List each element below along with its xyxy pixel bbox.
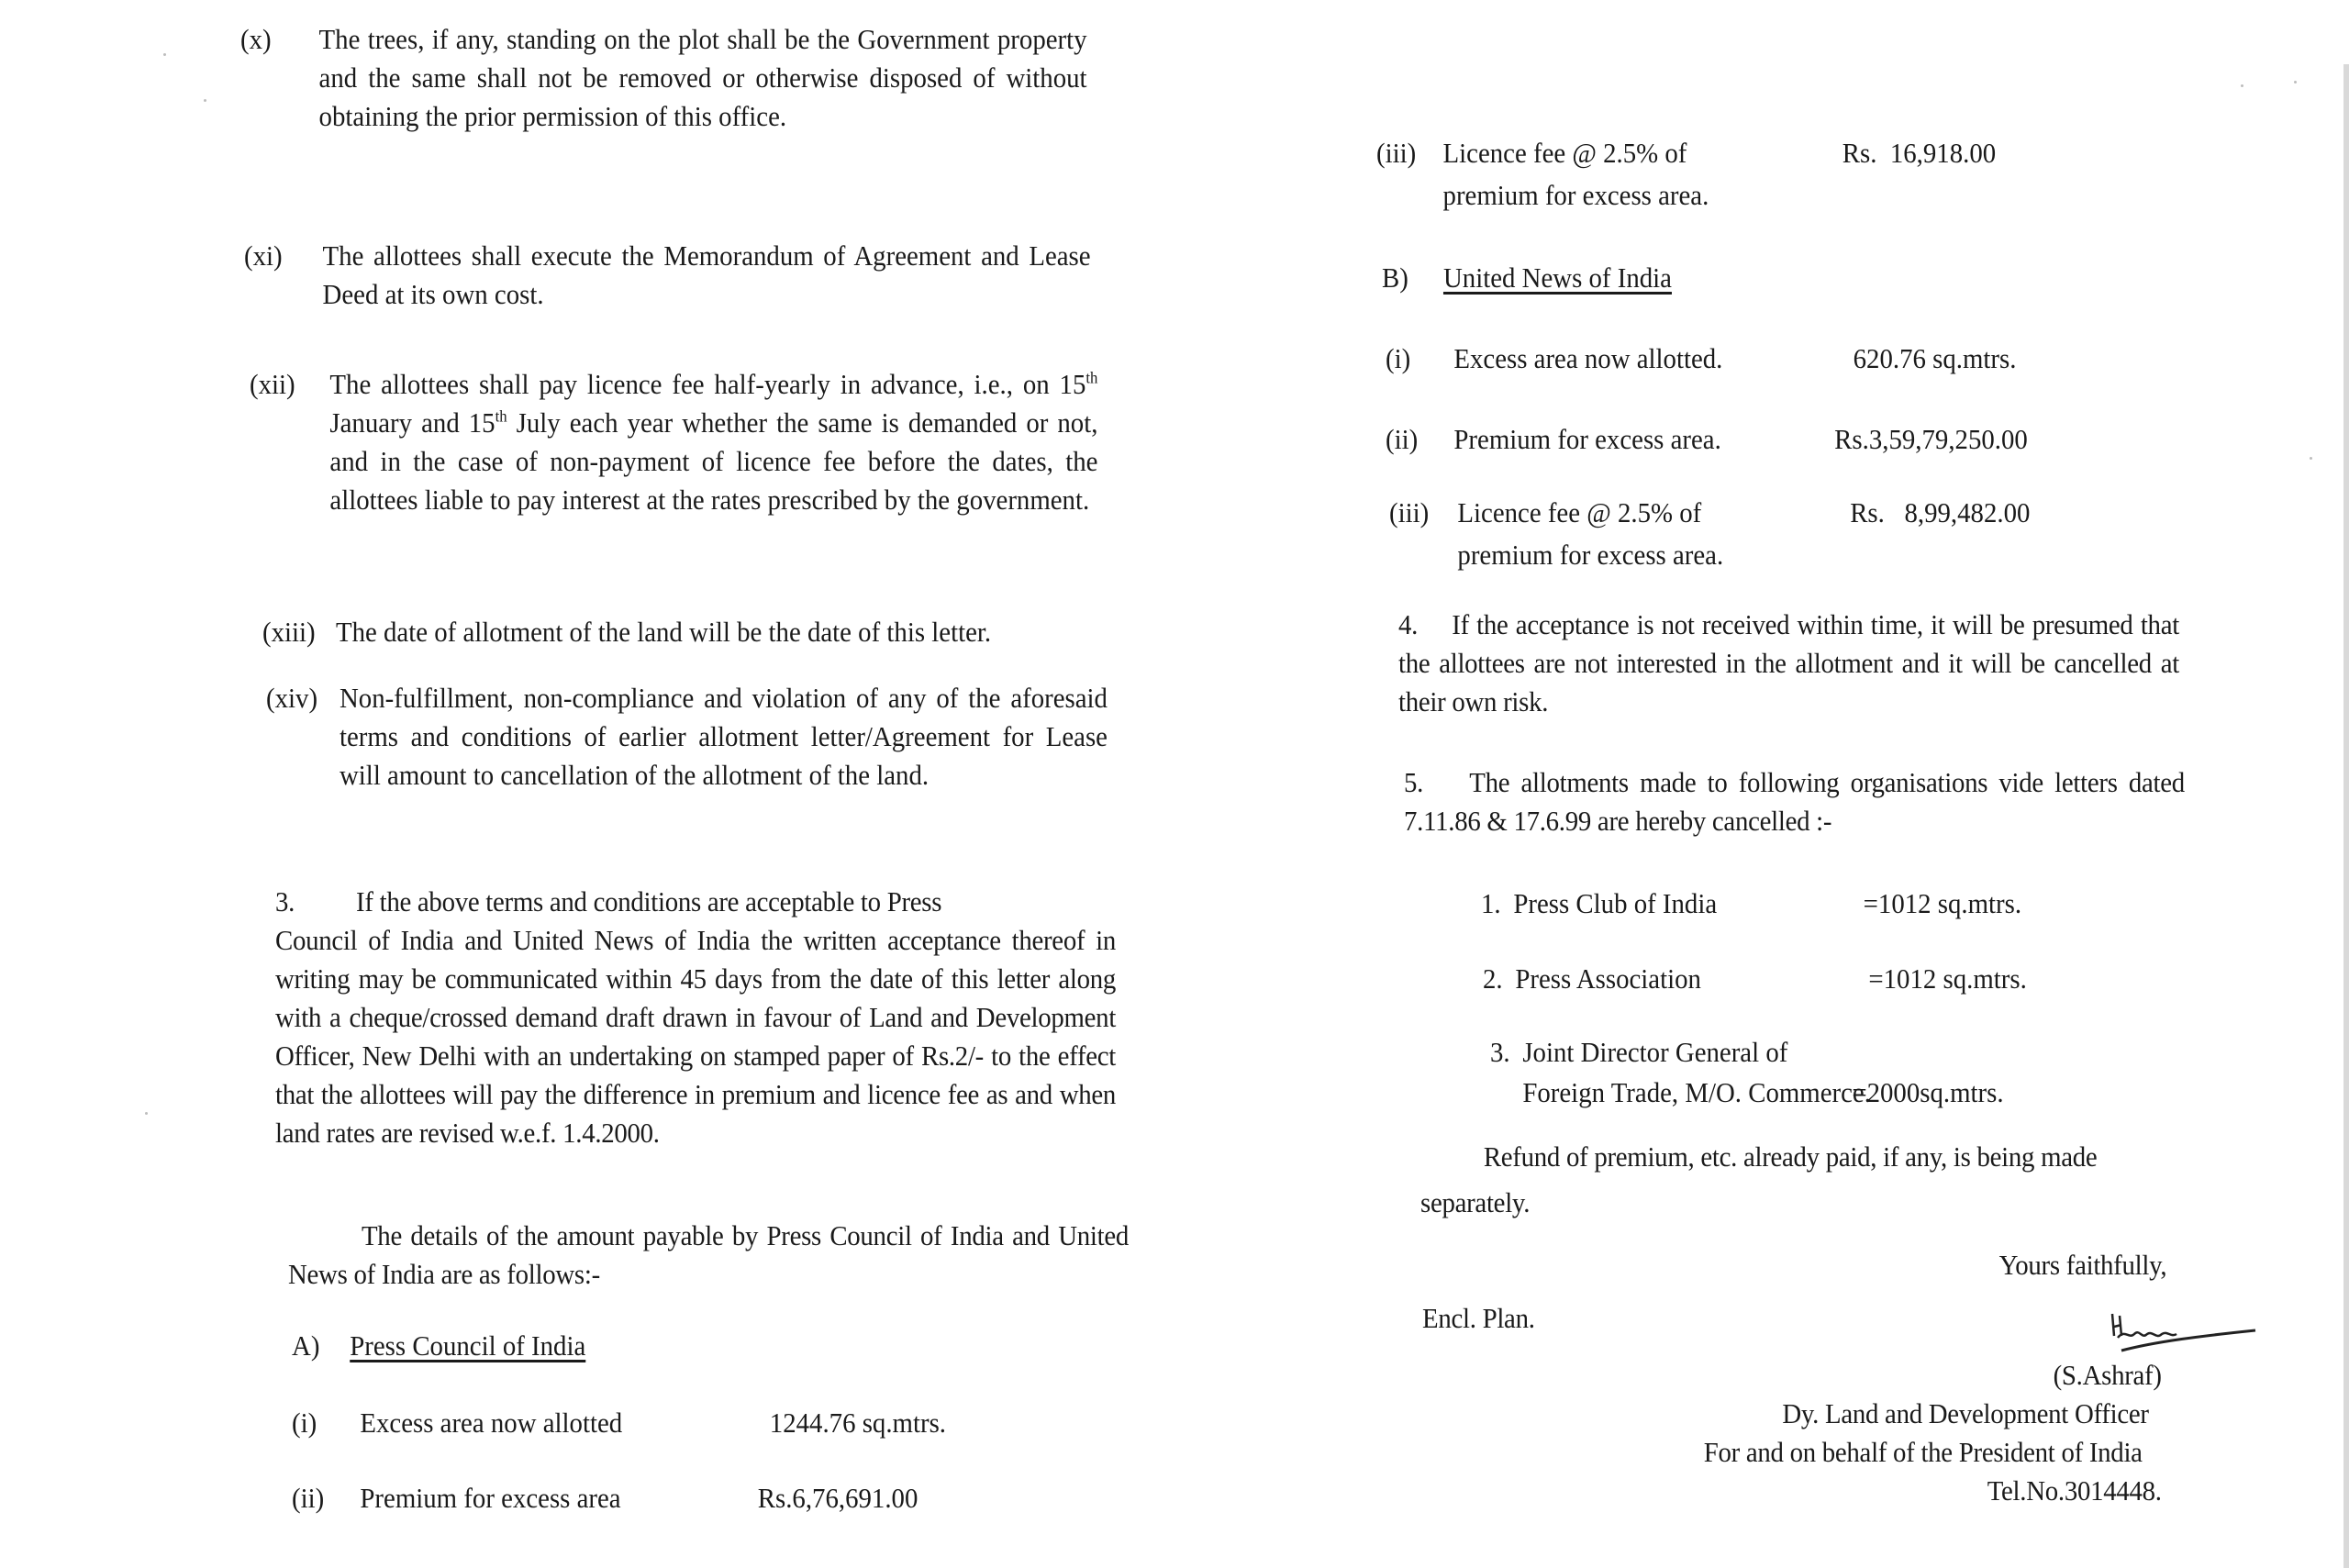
signatory-name: (S.Ashraf) xyxy=(2053,1359,2162,1391)
paragraph-4 xyxy=(1398,606,2179,721)
clause-number: (xiv) xyxy=(266,682,318,714)
clause-xii xyxy=(250,365,1111,576)
item-label-line2: premium for excess area. xyxy=(1457,539,1724,571)
enclosure-note: Encl. Plan. xyxy=(1422,1302,1535,1334)
signatory-designation: Dy. Land and Development Officer xyxy=(1782,1397,2149,1429)
section-label: B) xyxy=(1382,261,1408,294)
section-b-heading xyxy=(1382,259,2065,300)
item-label-line1: Licence fee @ 2.5% of xyxy=(1442,137,1687,169)
ordinal-suffix: th xyxy=(1085,368,1098,387)
scan-speck xyxy=(2294,81,2297,83)
clause-xiv xyxy=(266,679,1128,844)
item-value: Rs. 16,918.00 xyxy=(1842,137,1997,169)
organisation-area: =1012 sq.mtrs. xyxy=(1868,962,2027,995)
signatory-on-behalf: For and on behalf of the President of India xyxy=(1703,1436,2143,1468)
section-b-item-ii xyxy=(1386,420,2068,462)
item-number: (i) xyxy=(1386,342,1411,374)
clause-text-part: January and 15 xyxy=(329,406,495,439)
cancelled-item-1 xyxy=(1481,884,2164,926)
scan-speck xyxy=(2310,457,2312,460)
item-label-line2: premium for excess area. xyxy=(1442,179,1709,211)
section-b-item-i xyxy=(1386,339,2068,381)
clause-text-part: July each year whether the same is demanded or not, and in the case of non-payment of licence fee before the dates, the allottees liable to pay interest at the rates prescribed by the government. xyxy=(329,406,1098,516)
section-a-item-ii xyxy=(292,1479,1060,1520)
paragraph-3 xyxy=(275,883,1137,1152)
section-b-item-iii xyxy=(1389,494,2072,576)
refund-line-1: Refund of premium, etc. already paid, if any, is being made xyxy=(1483,1140,2098,1173)
item-number: (ii) xyxy=(292,1482,325,1514)
item-number: (i) xyxy=(292,1407,317,1439)
clause-xi xyxy=(244,237,1097,319)
list-number: 2. xyxy=(1483,962,1503,995)
item-value: Rs. 8,99,482.00 xyxy=(1850,496,2031,528)
paragraph-5 xyxy=(1404,763,2185,840)
clause-text: The allottees shall execute the Memorandum of Agreement and Lease Deed at its own cost. xyxy=(322,239,1091,310)
clause-number: (xii) xyxy=(250,368,295,400)
clause-text: Non-fulfillment, non-compliance and violation of any of the aforesaid terms and conditions of earlier allotment letter/Agreement for Lease will amount to cancellation of the allotment of the land. xyxy=(339,682,1108,791)
item-label: Excess area now allotted. xyxy=(1453,342,1723,374)
cancelled-item-2 xyxy=(1483,960,2165,1001)
clause-x xyxy=(240,20,1094,185)
item-number: (ii) xyxy=(1386,423,1419,455)
organisation-area: =1012 sq.mtrs. xyxy=(1863,887,2022,919)
scan-speck xyxy=(204,99,206,102)
clause-text xyxy=(329,365,1097,519)
section-label: A) xyxy=(292,1329,320,1362)
section-a-item-iii xyxy=(1376,134,2059,217)
paragraph-number: 3. xyxy=(275,885,295,917)
paragraph-text: If the acceptance is not received within time, it will be presumed that the allottees are not interested in the allotment and it will be cancelled at their own risk. xyxy=(1398,608,2179,717)
list-number: 3. xyxy=(1490,1036,1510,1068)
section-a-item-i xyxy=(292,1404,1060,1445)
item-value: 620.76 sq.mtrs. xyxy=(1853,342,2017,374)
item-label-line1: Licence fee @ 2.5% of xyxy=(1457,496,1702,528)
clause-number: (xi) xyxy=(244,239,283,272)
organisation-area: =2000sq.mtrs. xyxy=(1852,1076,2004,1108)
clause-text: The trees, if any, standing on the plot shall be the Government property and the same shall not be removed or otherwise disposed of without obtaining the prior permission of this office. xyxy=(318,23,1087,132)
item-value: 1244.76 sq.mtrs. xyxy=(769,1407,947,1439)
organisation-name: Press Club of India xyxy=(1513,887,1718,919)
item-value: Rs.6,76,691.00 xyxy=(757,1482,918,1514)
scan-speck xyxy=(145,1112,148,1115)
organisation-name: Press Association xyxy=(1515,962,1701,995)
item-label: Premium for excess area xyxy=(360,1482,621,1514)
section-a-heading xyxy=(292,1327,974,1368)
paragraph-text: The allotments made to following organisations vide letters dated 7.11.86 & 17.6.99 are hereby cancelled :- xyxy=(1404,766,2185,837)
cancelled-item-3 xyxy=(1490,1033,2173,1116)
clause-text: The date of allotment of the land will be the date of this letter. xyxy=(335,616,992,648)
paragraph-number: 5. xyxy=(1404,766,1424,798)
signature-icon xyxy=(2101,1308,2257,1363)
paragraph-number: 4. xyxy=(1398,608,1419,640)
item-number: (iii) xyxy=(1376,137,1417,169)
clause-xiii xyxy=(262,613,1124,654)
organisation-name-line2: Foreign Trade, M/O. Commerce. xyxy=(1522,1076,1871,1108)
signatory-telephone: Tel.No.3014448. xyxy=(1987,1474,2162,1507)
details-intro: The details of the amount payable by Press Council of India and United News of India are as follows:- xyxy=(288,1219,1130,1290)
item-label: Excess area now allotted xyxy=(360,1407,623,1439)
clause-text-part: The allottees shall pay licence fee half-yearly in advance, i.e., on 15 xyxy=(329,368,1086,400)
clause-number: (x) xyxy=(240,23,272,55)
ordinal-suffix: th xyxy=(495,406,507,426)
clause-number: (xiii) xyxy=(262,616,316,648)
refund-line-2: separately. xyxy=(1420,1186,1531,1218)
item-label: Premium for excess area. xyxy=(1453,423,1721,455)
paragraph-body: Council of India and United News of India the written acceptance thereof in writing may be communicated within 45 days from the date of this letter along with a cheque/crossed demand draft drawn in favour of Land and Development Officer, New Delhi with an undertaking on stamped paper of Rs.2/- to the effect that the allottees will pay the difference in premium and licence fee as and when land rates are revised w.e.f. 1.4.2000. xyxy=(275,924,1117,1149)
scan-edge-shadow xyxy=(2343,64,2349,1568)
section-title: United News of India xyxy=(1442,261,1672,294)
organisation-name-line1: Joint Director General of xyxy=(1522,1036,1788,1068)
item-number: (iii) xyxy=(1389,496,1430,528)
section-title: Press Council of India xyxy=(350,1329,586,1362)
closing-salutation: Yours faithfully, xyxy=(1998,1249,2167,1281)
paragraph-first-line: If the above terms and conditions are acceptable to Press xyxy=(356,885,942,917)
scan-speck xyxy=(2241,84,2243,87)
scan-speck xyxy=(163,53,166,56)
list-number: 1. xyxy=(1481,887,1501,919)
item-value: Rs.3,59,79,250.00 xyxy=(1834,423,2028,455)
